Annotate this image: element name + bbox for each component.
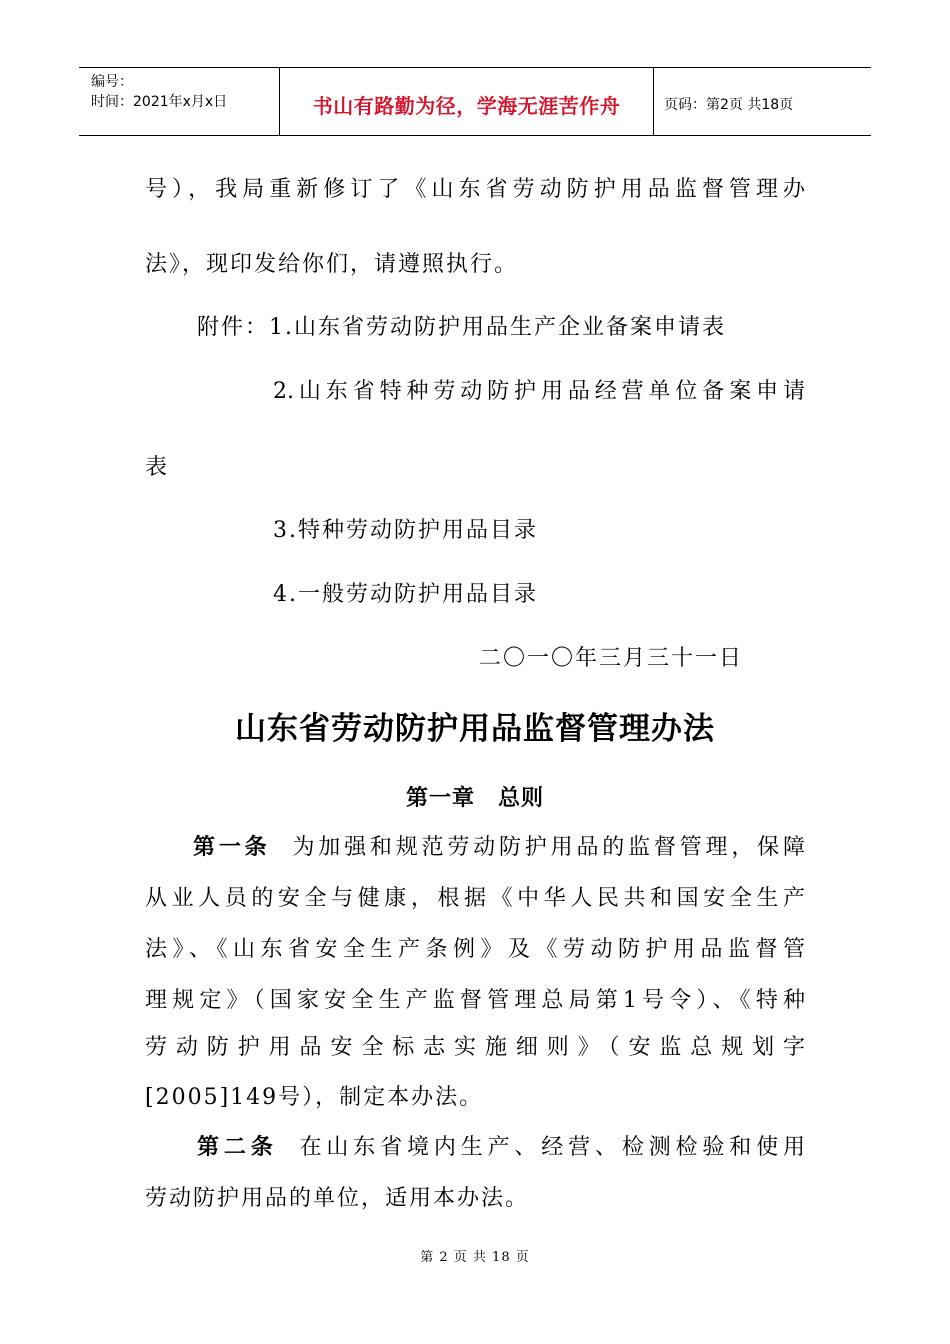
- article-1-text-2: 从业人员的安全与健康，根据《中华人民共和国安全生产: [145, 886, 805, 911]
- article-2-text-2: 劳动防护用品的单位，适用本办法。: [145, 1186, 530, 1211]
- header-motto-cell: [280, 68, 654, 135]
- page-header: [79, 67, 871, 136]
- attachment-4: 4.一般劳动防护用品目录: [273, 582, 538, 607]
- attachment-3: 3.特种劳动防护用品目录: [273, 518, 538, 543]
- document-time-label: 时间：2021年x月x日: [91, 94, 228, 110]
- article-1-text-3: 法》、《山东省安全生产条例》及《劳动防护用品监督管: [145, 937, 805, 962]
- attachment-2-line-2: 表: [145, 455, 170, 480]
- article-1-text-6: [2005]149号），制定本办法。: [145, 1085, 484, 1110]
- attachment-2-line-1: 2.山东省特种劳动防护用品经营单位备案申请: [273, 379, 805, 404]
- header-motto: 书山有路勤为径，学海无涯苦作舟: [312, 94, 621, 118]
- article-1-first-line: [193, 830, 805, 861]
- article-2-text-1: 在山东省境内生产、经营、检测检验和使用: [299, 1135, 805, 1160]
- issue-date: 二〇一〇年三月三十一日: [479, 646, 744, 671]
- article-1-text-4: 理规定》（国家安全生产监督管理总局第1号令）、《特种: [145, 988, 805, 1013]
- page-footer: 第 2 页 共 18 页: [420, 1250, 530, 1265]
- header-meta: [79, 68, 280, 135]
- attachment-1: 附件：1.山东省劳动防护用品生产企业备案申请表: [197, 315, 726, 340]
- article-1-text-5: 劳动防护用品安全标志实施细则》（安监总规划字: [145, 1035, 805, 1060]
- document-title: 山东省劳动防护用品监督管理办法: [235, 711, 715, 747]
- intro-line-2: 法》，现印发给你们，请遵照执行。: [145, 252, 519, 277]
- header-page-info-cell: [654, 68, 871, 135]
- article-2-label: 第二条: [197, 1135, 278, 1160]
- article-1-text-1: 为加强和规范劳动防护用品的监督管理，保障: [292, 835, 805, 860]
- article-2-first-line: [197, 1130, 805, 1161]
- article-1-label: 第一条: [193, 835, 271, 860]
- chapter-heading: 第一章 总则: [405, 786, 544, 811]
- document-number-label: 编号：: [91, 74, 133, 90]
- intro-line-1: 号），我局重新修订了《山东省劳动防护用品监督管理办: [145, 177, 805, 202]
- header-page-info: 页码：第2页 共18页: [664, 96, 794, 113]
